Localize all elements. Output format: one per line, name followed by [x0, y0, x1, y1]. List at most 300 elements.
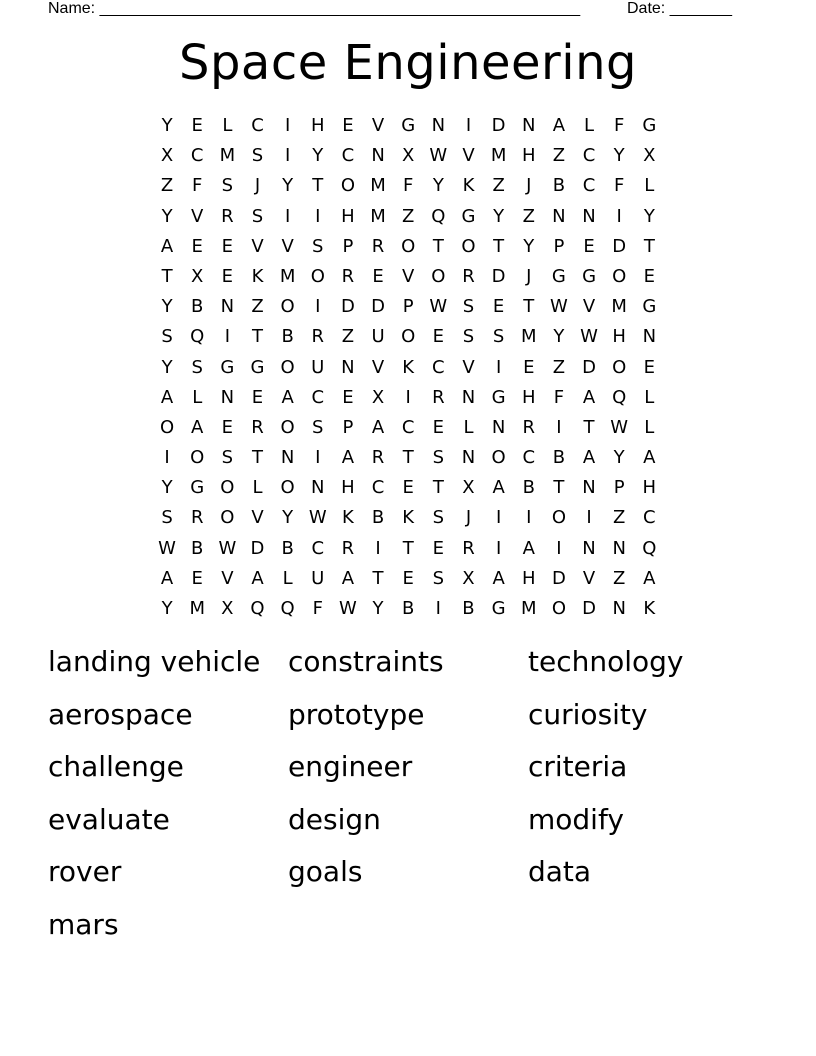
grid-letter: S	[432, 447, 445, 469]
grid-letter: N	[431, 115, 446, 136]
grid-letter: D	[340, 296, 355, 318]
grid-letter: N	[461, 386, 476, 408]
grid-letter: N	[311, 477, 325, 499]
word-bank-item: aerospace	[48, 697, 193, 731]
grid-letter: O	[190, 447, 205, 469]
grid-letter: N	[491, 416, 506, 438]
grid-letter: O	[551, 507, 566, 529]
grid-letter: Q	[190, 326, 205, 348]
grid-letter: V	[402, 265, 415, 287]
grid-letter: E	[191, 115, 203, 136]
grid-letter: O	[612, 265, 627, 287]
grid-letter: E	[643, 356, 655, 378]
grid-letter: R	[462, 265, 475, 287]
word-bank-item: design	[288, 802, 381, 836]
grid-letter: V	[462, 145, 475, 167]
grid-letter: T	[553, 477, 565, 499]
grid-letter: B	[191, 296, 204, 318]
grid-letter: R	[462, 537, 475, 559]
grid-letter: V	[371, 115, 385, 136]
grid-letter: Z	[552, 356, 566, 378]
word-bank-item: criteria	[528, 750, 628, 784]
grid-letter: A	[492, 567, 505, 589]
grid-letter: G	[491, 598, 506, 619]
grid-letter: Y	[523, 235, 535, 257]
grid-letter: O	[431, 265, 446, 287]
grid-letter: I	[315, 296, 321, 318]
grid-letter: K	[462, 175, 475, 197]
grid-letter: I	[586, 507, 592, 529]
grid-letter: C	[522, 447, 536, 469]
grid-letter: V	[582, 296, 596, 318]
grid-letter: Y	[372, 598, 384, 619]
grid-letter: L	[282, 567, 293, 589]
grid-letter: R	[341, 265, 355, 287]
grid-letter: B	[522, 477, 535, 499]
grid-letter: E	[643, 265, 655, 287]
grid-letter: A	[160, 235, 174, 257]
grid-letter: T	[251, 447, 263, 469]
grid-letter: R	[251, 416, 264, 438]
grid-letter: J	[254, 175, 261, 197]
grid-letter: E	[372, 265, 384, 287]
grid-letter: B	[552, 175, 566, 197]
grid-letter: I	[526, 507, 532, 529]
grid-letter: M	[490, 145, 507, 167]
grid-letter: X	[160, 145, 174, 167]
grid-letter: F	[192, 175, 203, 197]
grid-letter: S	[161, 326, 173, 348]
grid-letter: G	[401, 115, 416, 136]
grid-letter: X	[191, 265, 204, 287]
grid-letter: Q	[280, 598, 295, 619]
grid-letter: A	[492, 477, 505, 499]
grid-row	[152, 473, 664, 503]
grid-letter: M	[520, 598, 537, 619]
grid-letter: H	[521, 386, 536, 408]
grid-letter: K	[402, 356, 415, 378]
grid-letter: R	[311, 326, 325, 348]
grid-letter: I	[315, 205, 321, 227]
grid-letter: W	[610, 416, 629, 438]
grid-letter: N	[522, 115, 536, 136]
grid-letter: M	[189, 598, 205, 619]
word-bank-item: challenge	[48, 750, 184, 784]
grid-letter: I	[435, 598, 441, 619]
grid-letter: W	[429, 145, 448, 167]
grid-letter: C	[401, 416, 415, 438]
grid-letter: S	[221, 175, 234, 197]
grid-letter: H	[521, 567, 536, 589]
grid-letter: G	[491, 386, 506, 408]
grid-row	[152, 443, 664, 473]
grid-letter: K	[643, 598, 656, 619]
grid-letter: S	[312, 235, 324, 257]
grid-letter: T	[493, 235, 505, 257]
grid-letter: L	[644, 175, 655, 197]
grid-row	[152, 262, 664, 292]
grid-letter: N	[642, 326, 657, 348]
grid-letter: S	[161, 507, 173, 529]
grid-letter: Q	[250, 598, 265, 619]
grid-letter: N	[612, 598, 626, 619]
grid-letter: N	[371, 145, 385, 167]
grid-letter: Y	[161, 598, 173, 619]
grid-letter: N	[582, 537, 596, 559]
grid-letter: Z	[251, 296, 264, 318]
grid-letter: L	[463, 416, 474, 438]
grid-letter: Y	[613, 145, 625, 167]
grid-letter: Z	[613, 567, 626, 589]
grid-letter: E	[191, 567, 203, 589]
grid-letter: E	[221, 416, 234, 438]
grid-letter: V	[221, 567, 234, 589]
grid-row	[152, 232, 664, 262]
grid-letter: A	[160, 567, 174, 589]
grid-letter: N	[280, 447, 295, 469]
grid-letter: L	[222, 115, 233, 136]
grid-letter: H	[341, 205, 355, 227]
grid-letter: T	[161, 265, 173, 287]
grid-letter: I	[556, 416, 562, 438]
grid-letter: M	[219, 145, 236, 167]
grid-letter: T	[432, 235, 444, 257]
grid-letter: G	[220, 356, 235, 378]
grid-letter: E	[221, 235, 234, 257]
word-bank-item: data	[528, 855, 592, 889]
grid-letter: W	[308, 507, 327, 529]
grid-letter: T	[432, 477, 444, 499]
word-bank-item: curiosity	[528, 697, 648, 731]
grid-letter: Z	[402, 205, 415, 227]
grid-letter: T	[372, 567, 384, 589]
grid-letter: J	[465, 507, 472, 529]
grid-letter: P	[553, 235, 565, 257]
grid-letter: H	[612, 326, 626, 348]
grid-letter: N	[220, 386, 235, 408]
grid-letter: R	[522, 416, 536, 438]
grid-row	[152, 353, 664, 383]
grid-letter: Z	[522, 205, 535, 227]
grid-row	[152, 322, 664, 352]
grid-letter: X	[462, 477, 475, 499]
word-bank-item: landing vehicle	[48, 645, 261, 678]
grid-letter: B	[191, 537, 204, 559]
grid-row	[152, 141, 664, 171]
grid-letter: N	[582, 205, 596, 227]
grid-letter: G	[461, 205, 476, 227]
grid-letter: W	[549, 296, 568, 318]
grid-letter: O	[491, 447, 506, 469]
grid-letter: A	[582, 447, 596, 469]
grid-letter: V	[462, 356, 475, 378]
grid-letter: T	[251, 326, 263, 348]
grid-letter: X	[221, 598, 234, 619]
word-bank-item: constraints	[288, 645, 444, 678]
word-bank-item: technology	[528, 645, 684, 678]
grid-letter: B	[281, 326, 294, 348]
grid-letter: D	[371, 296, 385, 318]
grid-letter: Y	[161, 356, 173, 378]
grid-row	[152, 594, 664, 624]
grid-letter: C	[371, 477, 385, 499]
grid-letter: S	[492, 326, 505, 348]
grid-letter: U	[371, 326, 385, 348]
grid-letter: T	[402, 537, 414, 559]
grid-letter: Y	[643, 205, 655, 227]
grid-letter: S	[462, 326, 475, 348]
grid-letter: B	[462, 598, 475, 619]
grid-letter: F	[614, 175, 625, 197]
grid-letter: R	[432, 386, 445, 408]
grid-letter: M	[279, 265, 296, 287]
word-bank-item: modify	[528, 802, 624, 836]
grid-letter: X	[402, 145, 415, 167]
grid-letter: E	[251, 386, 264, 408]
grid-letter: E	[583, 235, 595, 257]
grid-letter: A	[191, 416, 204, 438]
grid-letter: Y	[282, 507, 294, 529]
grid-letter: E	[523, 356, 535, 378]
grid-letter: K	[251, 265, 264, 287]
grid-row	[152, 202, 664, 232]
grid-letter: O	[159, 416, 175, 438]
grid-letter: V	[582, 567, 596, 589]
grid-letter: A	[341, 447, 355, 469]
grid-letter: H	[642, 477, 657, 499]
grid-letter: J	[526, 265, 532, 287]
grid-letter: R	[371, 447, 385, 469]
grid-letter: A	[522, 537, 535, 559]
grid-letter: Z	[613, 507, 626, 529]
grid-letter: O	[461, 235, 476, 257]
grid-letter: N	[612, 537, 626, 559]
word-bank	[48, 640, 768, 956]
grid-letter: T	[402, 447, 414, 469]
grid-letter: I	[495, 356, 502, 378]
grid-letter: A	[160, 386, 174, 408]
grid-letter: V	[191, 205, 204, 227]
word-bank-item: evaluate	[48, 802, 170, 836]
grid-letter: X	[643, 145, 656, 167]
grid-letter: R	[190, 507, 204, 529]
grid-letter: D	[551, 567, 566, 589]
grid-letter: W	[218, 537, 237, 559]
grid-letter: T	[523, 296, 535, 318]
grid-letter: Y	[161, 115, 173, 136]
grid-letter: O	[612, 356, 627, 378]
grid-letter: L	[644, 416, 655, 438]
word-bank-item: engineer	[288, 750, 413, 784]
grid-letter: C	[341, 145, 355, 167]
grid-letter: R	[221, 205, 234, 227]
grid-letter: I	[224, 326, 230, 348]
grid-letter: L	[252, 477, 263, 499]
grid-letter: J	[526, 175, 532, 197]
grid-letter: D	[491, 115, 506, 136]
grid-letter: W	[429, 296, 448, 318]
grid-letter: Q	[612, 386, 627, 408]
grid-letter: D	[612, 235, 627, 257]
word-bank-item: prototype	[288, 697, 425, 731]
grid-letter: C	[582, 145, 596, 167]
grid-row	[152, 111, 664, 141]
grid-letter: M	[370, 205, 386, 227]
grid-letter: E	[402, 477, 414, 499]
grid-letter: V	[281, 235, 294, 257]
grid-letter: E	[342, 115, 354, 136]
grid-letter: C	[643, 507, 656, 529]
grid-letter: G	[551, 265, 566, 287]
grid-letter: P	[342, 416, 354, 438]
grid-letter: H	[311, 115, 325, 136]
grid-letter: D	[491, 265, 506, 287]
word-bank-item: goals	[288, 855, 363, 889]
grid-letter: N	[582, 477, 596, 499]
grid-letter: F	[312, 598, 323, 619]
grid-letter: O	[551, 598, 566, 619]
grid-letter: D	[582, 356, 596, 378]
grid-letter: L	[584, 115, 595, 136]
grid-letter: Y	[613, 447, 625, 469]
grid-letter: Z	[341, 326, 355, 348]
grid-letter: A	[371, 416, 385, 438]
grid-letter: Y	[161, 205, 173, 227]
grid-letter: N	[552, 205, 566, 227]
grid-letter: L	[644, 386, 655, 408]
grid-letter: L	[192, 386, 203, 408]
grid-letter: B	[552, 447, 566, 469]
grid-letter: Y	[432, 175, 444, 197]
grid-letter: D	[250, 537, 265, 559]
grid-letter: K	[402, 507, 415, 529]
grid-letter: N	[461, 447, 476, 469]
grid-letter: X	[462, 567, 475, 589]
grid-letter: I	[284, 205, 291, 227]
grid-letter: C	[251, 115, 264, 136]
grid-letter: W	[158, 537, 176, 559]
grid-letter: E	[221, 265, 234, 287]
grid-letter: I	[375, 537, 381, 559]
grid-letter: A	[643, 567, 656, 589]
grid-letter: S	[432, 567, 445, 589]
page-title: Space Engineering	[178, 35, 638, 91]
grid-letter: P	[342, 235, 354, 257]
grid-letter: H	[341, 477, 355, 499]
grid-letter: Y	[282, 175, 294, 197]
grid-letter: K	[342, 507, 354, 529]
grid-letter: F	[614, 115, 625, 136]
grid-letter: I	[284, 145, 291, 167]
grid-letter: G	[582, 265, 597, 287]
grid-letter: X	[371, 386, 385, 408]
grid-letter: O	[340, 175, 355, 197]
grid-letter: C	[432, 356, 445, 378]
grid-letter: V	[251, 235, 264, 257]
grid-letter: R	[371, 235, 385, 257]
grid-letter: R	[341, 537, 355, 559]
grid-letter: O	[220, 477, 235, 499]
grid-letter: Z	[552, 145, 566, 167]
grid-letter: T	[312, 175, 324, 197]
grid-letter: A	[643, 447, 656, 469]
grid-letter: I	[465, 115, 472, 136]
grid-letter: A	[251, 567, 264, 589]
grid-letter: I	[315, 447, 321, 469]
grid-letter: H	[521, 145, 536, 167]
grid-letter: Q	[642, 537, 657, 559]
grid-letter: F	[553, 386, 565, 408]
grid-letter: V	[371, 356, 385, 378]
grid-letter: B	[281, 537, 294, 559]
grid-letter: S	[432, 507, 445, 529]
letter-grid	[152, 111, 664, 624]
grid-letter: D	[582, 598, 596, 619]
grid-letter: Y	[553, 326, 565, 348]
grid-letter: G	[642, 115, 657, 136]
grid-letter: E	[402, 567, 414, 589]
grid-letter: P	[613, 477, 625, 499]
grid-letter: U	[311, 356, 325, 378]
grid-letter: Z	[160, 175, 174, 197]
grid-letter: Y	[161, 477, 173, 499]
grid-letter: G	[190, 477, 205, 499]
grid-letter: S	[191, 356, 203, 378]
grid-letter: A	[582, 386, 596, 408]
grid-letter: W	[580, 326, 598, 348]
grid-row	[152, 171, 664, 201]
grid-letter: S	[251, 205, 264, 227]
grid-letter: O	[310, 265, 325, 287]
grid-letter: S	[312, 416, 324, 438]
grid-letter: G	[250, 356, 265, 378]
grid-letter: B	[371, 507, 385, 529]
grid-row	[152, 383, 664, 413]
grid-letter: Y	[161, 296, 173, 318]
grid-letter: O	[280, 416, 295, 438]
grid-letter: E	[342, 386, 354, 408]
grid-letter: C	[582, 175, 596, 197]
grid-letter: I	[556, 537, 562, 559]
grid-letter: O	[280, 477, 295, 499]
grid-letter: E	[432, 537, 445, 559]
grid-letter: I	[164, 447, 170, 469]
grid-letter: C	[190, 145, 204, 167]
grid-letter: S	[221, 447, 234, 469]
grid-letter: E	[191, 235, 203, 257]
grid-row	[152, 564, 664, 594]
grid-letter: O	[280, 296, 295, 318]
grid-letter: Z	[492, 175, 505, 197]
grid-letter: U	[311, 567, 325, 589]
grid-letter: C	[311, 537, 325, 559]
grid-letter: C	[311, 386, 325, 408]
grid-letter: T	[583, 416, 595, 438]
date-field: Date: _______	[627, 0, 732, 17]
grid-letter: F	[403, 175, 414, 197]
grid-letter: V	[251, 507, 264, 529]
grid-row	[152, 292, 664, 322]
grid-letter: M	[520, 326, 537, 348]
grid-letter: Y	[493, 205, 505, 227]
grid-letter: N	[220, 296, 235, 318]
grid-letter: I	[616, 205, 622, 227]
grid-letter: S	[251, 145, 264, 167]
grid-letter: M	[611, 296, 627, 318]
grid-letter: I	[495, 507, 502, 529]
grid-letter: G	[642, 296, 657, 318]
grid-letter: I	[495, 537, 502, 559]
